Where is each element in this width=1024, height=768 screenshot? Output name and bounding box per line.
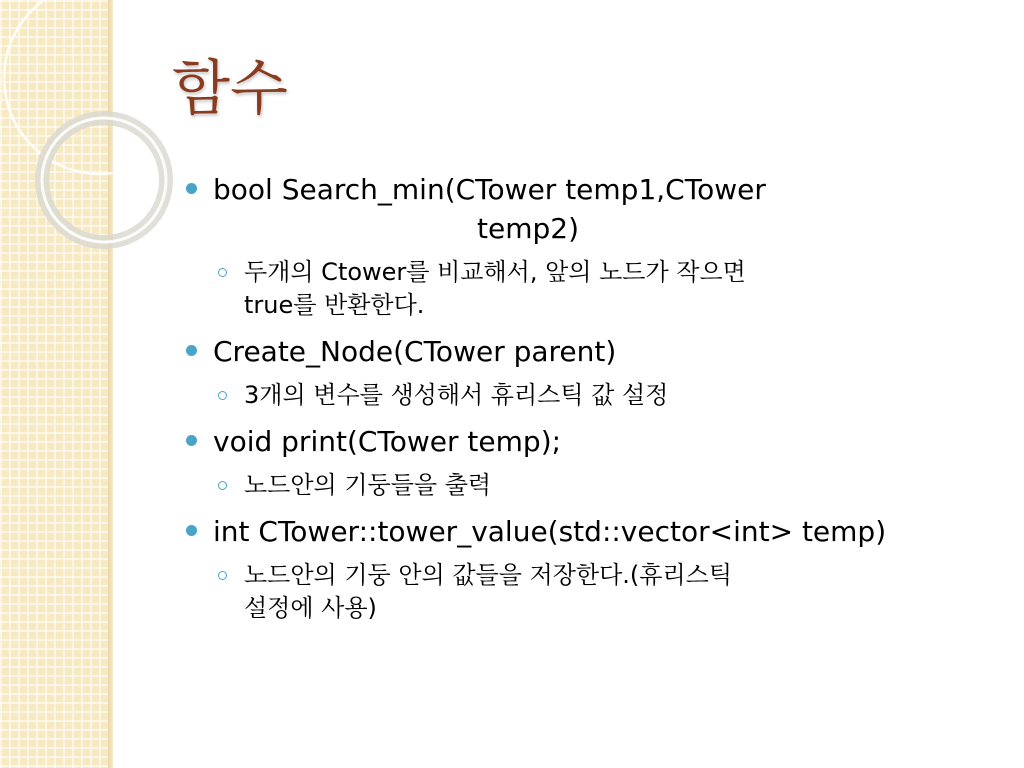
slide-content (186, 168, 1006, 633)
sub-bullet-line: 설정에 사용) (244, 594, 377, 622)
sub-bullet-line: 3개의 변수를 생성해서 휴리스틱 값 설정 (244, 381, 669, 409)
bullet-item (186, 168, 1006, 250)
sub-bullet-line: 노드안의 기둥 안의 값들을 저장한다.(휴리스틱 (244, 561, 733, 589)
bullet-dot-icon (186, 345, 197, 356)
bullet-dot-icon (186, 183, 197, 194)
bullet-item (186, 510, 1006, 553)
sub-bullet-item (244, 256, 1006, 322)
bullet-dot-icon (186, 525, 197, 536)
sub-bullet-item (244, 379, 1006, 412)
sub-bullet-ring-icon (218, 481, 227, 490)
bullet-text: bool Search_min(CTower temp1,CTower (213, 173, 766, 206)
bullet-item (186, 420, 1006, 463)
sub-bullet-ring-icon (218, 571, 227, 580)
bullet-item (186, 330, 1006, 373)
decorative-circles (0, 0, 200, 260)
bullet-text: void print(CTower temp); (213, 425, 562, 458)
bullet-dot-icon (186, 435, 197, 446)
sub-bullet-ring-icon (218, 268, 227, 277)
sub-bullet-line: 두개의 Ctower를 비교해서, 앞의 노드가 작으면 (244, 258, 746, 286)
sub-bullet-line: true를 반환한다. (244, 291, 425, 319)
sub-bullet-item (244, 469, 1006, 502)
sub-bullet-ring-icon (218, 391, 227, 400)
sub-bullet-line: 노드안의 기둥들을 출력 (244, 471, 492, 499)
bullet-text: Create_Node(CTower parent) (213, 335, 617, 368)
bullet-text: int CTower::tower_value(std::vector<int> temp) (213, 515, 887, 548)
slide-title: 함수 (172, 54, 288, 124)
sub-bullet-item (244, 559, 1006, 625)
bullet-text-continuation: temp2) (477, 212, 579, 245)
